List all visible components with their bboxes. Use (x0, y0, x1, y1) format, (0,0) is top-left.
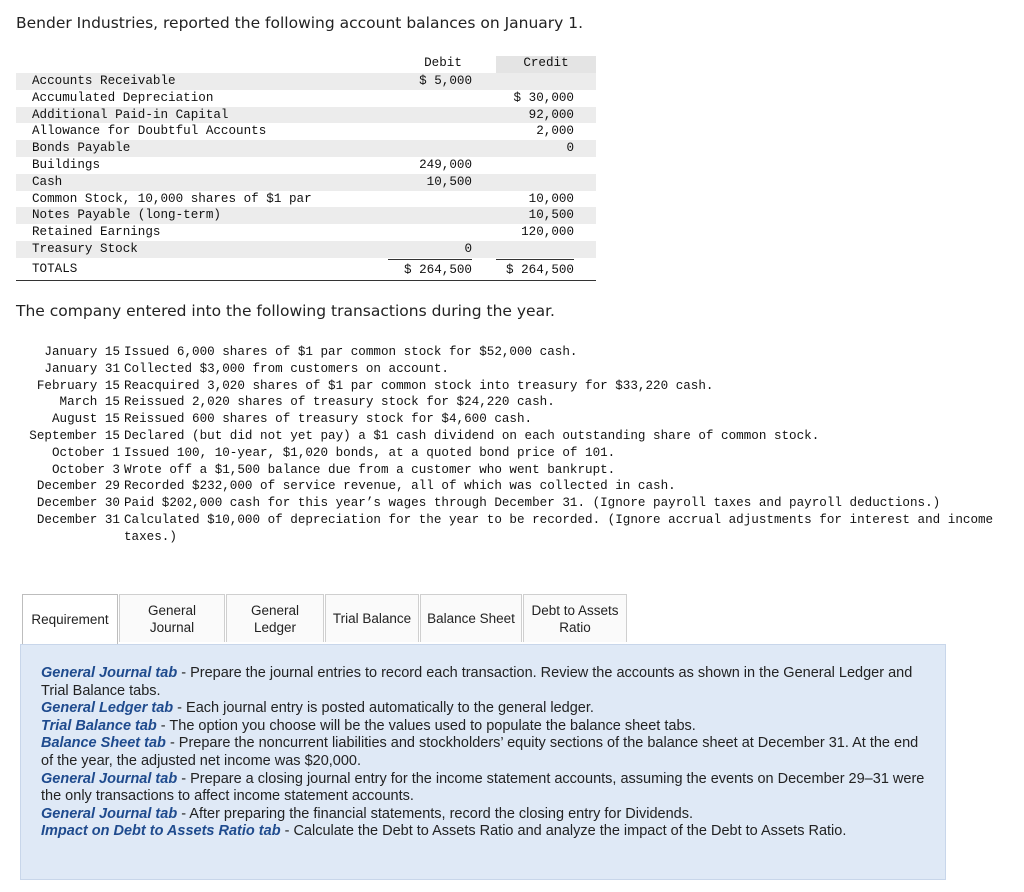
transaction-description: Paid $202,000 cash for this year’s wages through December 31. (Ignore payroll taxes and payroll deductions.) (124, 496, 941, 511)
transactions-list (16, 344, 1016, 546)
debit-value: 10,500 (426, 174, 472, 189)
transaction-date: December 30 (36, 496, 120, 511)
instruction-item (41, 771, 927, 806)
transaction-description: Issued 6,000 shares of $1 par common stock for $52,000 cash. (124, 345, 578, 359)
table-row (16, 174, 596, 191)
account-name: Allowance for Doubtful Accounts (32, 124, 267, 139)
instruction-text: - Prepare a closing journal entry for the income statement accounts, assuming the events on December 29–31 were the only transactions to affect income statement accounts. (41, 770, 925, 805)
transaction-description: Issued 100, 10-year, $1,020 bonds, at a quoted bond price of 101. (124, 445, 616, 460)
table-row (16, 123, 596, 140)
account-name: Buildings (32, 157, 101, 172)
instruction-label: General Journal tab (41, 770, 178, 787)
instruction-item (41, 735, 927, 770)
account-name: Accounts Receivable (32, 74, 176, 88)
transaction-row (16, 428, 1016, 445)
transaction-date: December 29 (36, 479, 120, 494)
debit-value: 0 (464, 241, 472, 256)
instruction-item (41, 806, 927, 824)
account-name: Additional Paid-in Capital (32, 107, 229, 122)
credit-value: 120,000 (521, 225, 574, 240)
transaction-row (16, 378, 1016, 395)
account-balances-table (16, 56, 596, 281)
credit-value: 10,500 (528, 208, 574, 223)
transaction-date: October 1 (51, 445, 120, 460)
table-row (16, 157, 596, 174)
account-name: Cash (32, 174, 63, 189)
table-row (16, 73, 596, 90)
transaction-date: January 15 (44, 345, 120, 359)
table-row (16, 107, 596, 124)
table-row (16, 241, 596, 258)
transaction-row (16, 512, 1016, 546)
instruction-text: - Prepare the noncurrent liabilities and stockholders’ equity sections of the balance sheet at December 31. At the end of the year, the adjusted net income was $20,000. (41, 735, 919, 769)
transaction-row (16, 411, 1016, 428)
instruction-item (41, 823, 927, 841)
credit-header: Credit (496, 56, 596, 73)
tab-trial-balance[interactable]: Trial Balance (325, 594, 419, 642)
transaction-date: October 3 (51, 462, 120, 477)
account-name: Common Stock, 10,000 shares of $1 par (32, 191, 312, 206)
account-name: Retained Earnings (32, 225, 161, 240)
account-name: Treasury Stock (32, 241, 138, 256)
tab-balance-sheet[interactable]: Balance Sheet (420, 594, 522, 642)
intro-text: Bender Industries, reported the following account balances on January 1. (16, 14, 584, 32)
instruction-label: Balance Sheet tab (41, 735, 166, 752)
account-name: Bonds Payable (32, 141, 131, 156)
transactions-intro: The company entered into the following transactions during the year. (16, 302, 555, 320)
transaction-date: March 15 (59, 395, 120, 410)
table-body (16, 73, 596, 258)
transaction-row (16, 361, 1016, 378)
instruction-label: General Journal tab (41, 805, 178, 822)
table-header (16, 56, 596, 73)
debit-value: $ 5,000 (419, 74, 472, 88)
transaction-description: Recorded $232,000 of service revenue, all of which was collected in cash. (124, 479, 676, 494)
transaction-date: September 15 (29, 428, 120, 443)
instruction-label: General Journal tab (41, 665, 178, 681)
instructions-panel (20, 644, 946, 880)
account-name: Accumulated Depreciation (32, 90, 214, 105)
totals-credit: $ 264,500 (496, 259, 574, 281)
credit-value: $ 30,000 (513, 90, 574, 105)
credit-value: 10,000 (528, 191, 574, 206)
credit-value: 2,000 (536, 124, 574, 139)
transaction-date: January 31 (44, 361, 120, 376)
instruction-text: - Prepare the journal entries to record each transaction. Review the accounts as shown in the General Ledger and Trial Balance tabs. (41, 665, 913, 699)
instruction-text: - The option you choose will be the values used to populate the balance sheet tabs. (156, 717, 696, 734)
instruction-label: Trial Balance tab (41, 717, 157, 734)
credit-value: 92,000 (528, 107, 574, 122)
tab-requirement[interactable]: Requirement (22, 594, 118, 644)
tab-general-ledger[interactable]: General Ledger (226, 594, 324, 642)
transaction-row (16, 344, 1016, 361)
transaction-row (16, 478, 1016, 495)
transaction-date: February 15 (36, 378, 120, 393)
transaction-date: December 31 (36, 512, 120, 527)
transaction-description: Wrote off a $1,500 balance due from a customer who went bankrupt. (124, 462, 616, 477)
transaction-row (16, 445, 1016, 462)
instruction-item (41, 665, 927, 700)
account-name: Notes Payable (long-term) (32, 208, 221, 223)
transaction-row (16, 495, 1016, 512)
instruction-text: - Calculate the Debt to Assets Ratio and analyze the impact of the Debt to Assets Ratio. (280, 823, 847, 840)
transaction-description: Reacquired 3,020 shares of $1 par common stock into treasury for $33,220 cash. (124, 378, 714, 393)
instruction-label: General Ledger tab (41, 700, 174, 717)
totals-debit: $ 264,500 (388, 259, 472, 281)
table-row (16, 224, 596, 241)
tab-bar (22, 594, 628, 644)
instruction-item (41, 700, 927, 718)
debit-header: Debit (424, 56, 462, 70)
instruction-item (41, 718, 927, 736)
transaction-description: Calculated $10,000 of depreciation for the year to be recorded. (Ignore accrual adjustments for interest and income taxes.) (124, 512, 994, 544)
instruction-label: Impact on Debt to Assets Ratio tab (41, 823, 281, 840)
table-row (16, 140, 596, 157)
debit-value: 249,000 (419, 157, 472, 172)
table-row (16, 207, 596, 224)
table-row (16, 191, 596, 208)
credit-value: 0 (566, 141, 574, 156)
transaction-row (16, 462, 1016, 479)
tab-general-journal[interactable]: General Journal (119, 594, 225, 642)
transaction-date: August 15 (51, 412, 120, 427)
transaction-row (16, 394, 1016, 411)
transaction-description: Collected $3,000 from customers on account. (124, 361, 449, 376)
tab-debt-to-assets-ratio[interactable]: Debt to Assets Ratio (523, 594, 627, 642)
transaction-description: Declared (but did not yet pay) a $1 cash dividend on each outstanding share of common stock. (124, 428, 820, 443)
totals-label: TOTALS (32, 261, 78, 276)
instruction-text: - After preparing the financial statements, record the closing entry for Dividends. (177, 805, 693, 822)
totals-row (16, 259, 596, 281)
table-row (16, 90, 596, 107)
transaction-description: Reissued 600 shares of treasury stock for $4,600 cash. (124, 412, 533, 427)
transaction-description: Reissued 2,020 shares of treasury stock for $24,220 cash. (124, 395, 555, 410)
instruction-text: - Each journal entry is posted automatically to the general ledger. (173, 700, 594, 717)
